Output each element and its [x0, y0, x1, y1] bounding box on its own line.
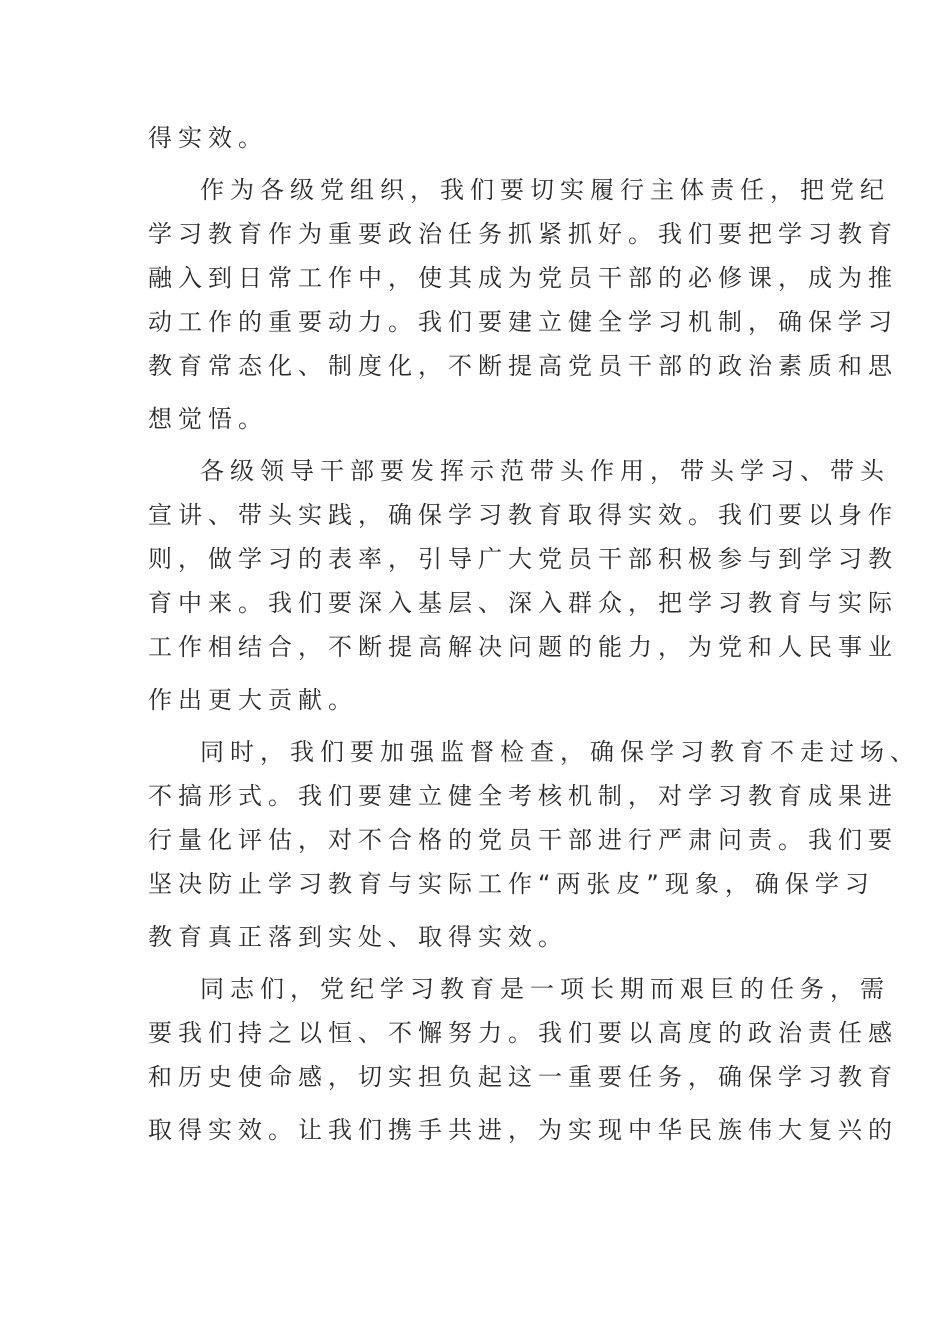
text-line: 宣讲、带头实践，确保学习教育取得实效。我们要以身作 — [148, 501, 898, 529]
paragraph-first-line: 作为各级党组织，我们要切实履行主体责任，把党纪 — [200, 176, 890, 204]
text-line: 要我们持之以恒、不懈努力。我们要以高度的政治责任感 — [148, 1019, 898, 1047]
text-line: 得实效。 — [148, 124, 268, 152]
text-line: 行量化评估，对不合格的党员干部进行严肃问责。我们要 — [148, 826, 898, 854]
text-line: 动工作的重要动力。我们要建立健全学习机制，确保学习 — [148, 308, 898, 336]
text-line: 育中来。我们要深入基层、深入群众，把学习教育与实际 — [148, 589, 898, 617]
text-line: 取得实效。让我们携手共进，为实现中华民族伟大复兴的 — [148, 1116, 898, 1144]
text-line: 工作相结合，不断提高解决问题的能力，为党和人民事业 — [148, 633, 898, 661]
text-line: 想觉悟。 — [148, 405, 268, 433]
paragraph-first-line: 同时，我们要加强监督检查，确保学习教育不走过场、 — [200, 738, 920, 766]
text-line: 教育常态化、制度化，不断提高党员干部的政治素质和思 — [148, 352, 898, 380]
text-line: 融入到日常工作中，使其成为党员干部的必修课，成为推 — [148, 264, 898, 292]
text-line: 则，做学习的表率，引导广大党员干部积极参与到学习教 — [148, 545, 898, 573]
text-line: 坚决防止学习教育与实际工作“两张皮”现象，确保学习 — [148, 870, 875, 898]
text-line: 和历史使命感，切实担负起这一重要任务，确保学习教育 — [148, 1063, 898, 1091]
text-line: 作出更大贡献。 — [148, 686, 358, 714]
paragraph-first-line: 各级领导干部要发挥示范带头作用，带头学习、带头 — [200, 457, 890, 485]
text-line: 学习教育作为重要政治任务抓紧抓好。我们要把学习教育 — [148, 220, 898, 248]
text-line: 教育真正落到实处、取得实效。 — [148, 923, 568, 951]
paragraph-first-line: 同志们，党纪学习教育是一项长期而艰巨的任务，需 — [200, 975, 890, 1003]
text-line: 不搞形式。我们要建立健全考核机制，对学习教育成果进 — [148, 782, 898, 810]
